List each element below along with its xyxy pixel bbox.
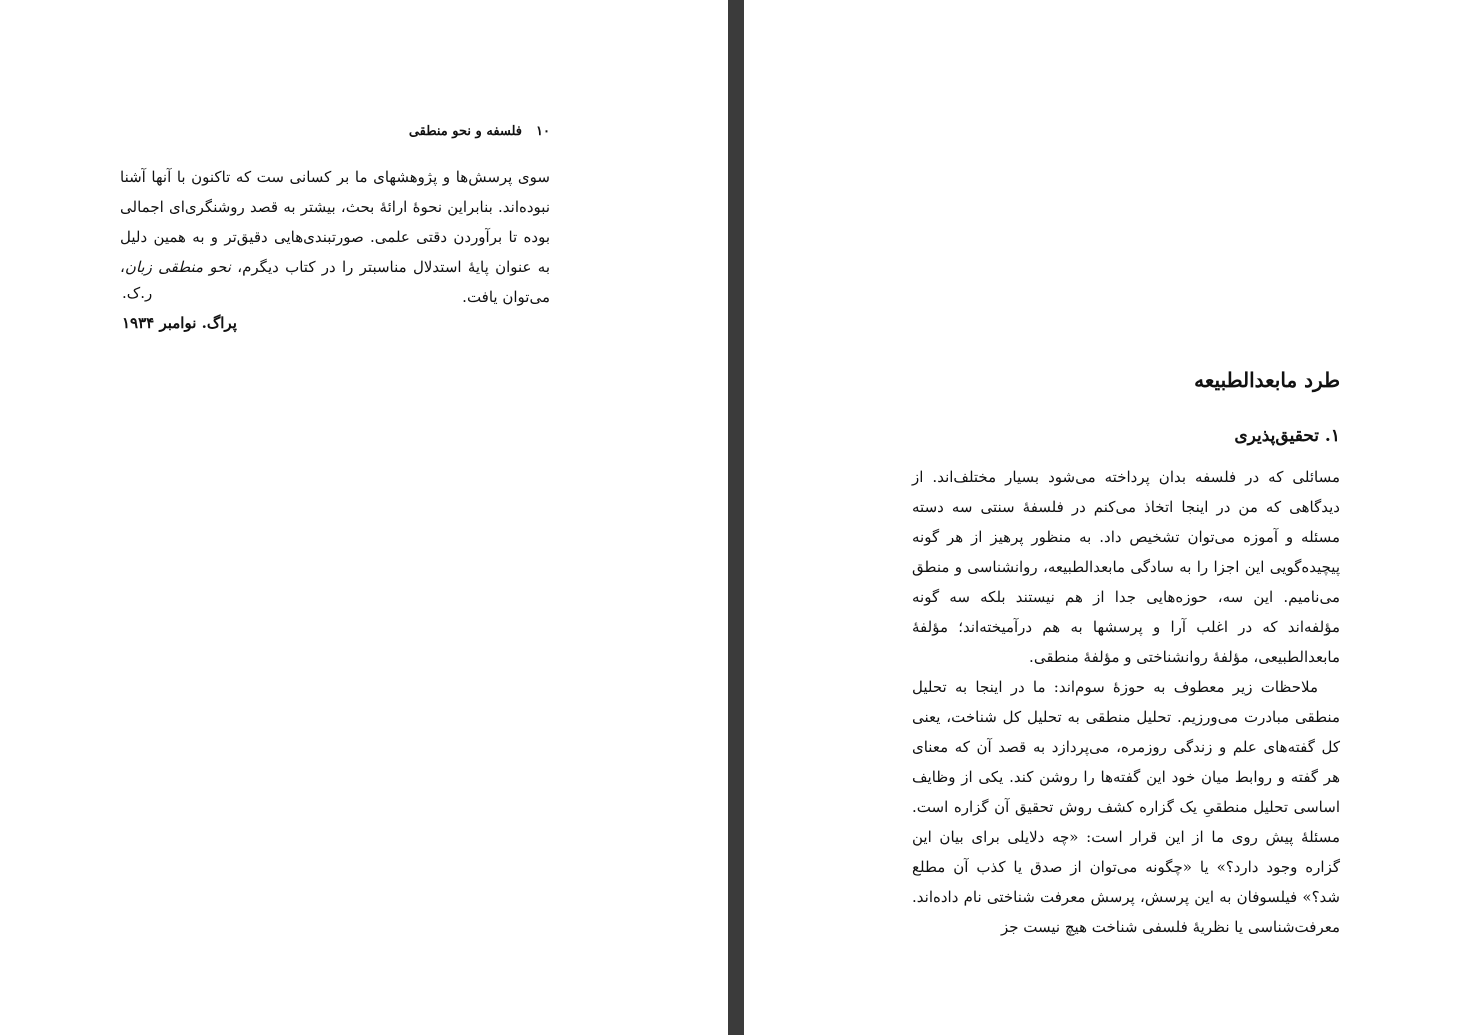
preface-paragraph — [120, 162, 550, 312]
preface-text-after: ، می‌توان یافت. — [120, 258, 550, 306]
book-title-italic: نحو منطقی زبان — [124, 258, 231, 276]
running-head — [120, 124, 550, 139]
running-head-title: فلسفه و نحو منطقی — [408, 124, 523, 139]
chapter-title: طرد مابعدالطبیعه — [1194, 368, 1340, 392]
author-initials: ر.ک. — [122, 284, 153, 302]
page-number: ۱۰ — [536, 124, 550, 139]
preface-text — [120, 162, 550, 312]
body-paragraph-2: ملاحظات زیر معطوف به حوزهٔ سوم‌اند: ما در اینجا به تحلیل منطقی مبادرت می‌ورزیم. تحلیل منطقی به تحلیل کل شناخت، یعنی کل گفته‌های علم و زندگی روزمره، می‌پردازد به قصد آن که معنای هر گفته و روابط میان خود این گفته‌ها را روشن کند. یکی از وظایف اساسی تحلیل منطقیِ یک گزاره کشف روش تحقیق آن گزاره است. مسئلهٔ پیش روی ما از این قرار است: «چه دلایلی برای بیان این گزاره وجود دارد؟» یا «چگونه می‌توان از صدق یا کذب آن مطلع شد؟» فیلسوفان به این پرسش، پرسش معرفت شناختی نام داده‌اند. معرفت‌شناسی یا نظریهٔ فلسفی شناخت هیچ نیست جز — [912, 678, 1340, 936]
body-paragraph-1: مسائلی که در فلسفه بدان پرداخته می‌شود بسیار مختلف‌اند. از دیدگاهی که من در اینجا اتخاذ می‌کنم در فلسفهٔ سنتی سه دسته مسئله و آموزه می‌توان تشخیص داد. به منظور پرهیز از هر گونه پیچیده‌گویی این اجزا را به سادگی مابعدالطبیعه، روانشناسی و منطق می‌نامیم. این سه، حوزه‌هایی جدا از هم نیستند بلکه سه گونه مؤلفه‌اند که در اغلب آرا و پرسشها به هم درآمیخته‌اند؛ مؤلفهٔ مابعدالطبیعی، مؤلفهٔ روانشناختی و مؤلفهٔ منطقی. — [912, 468, 1340, 666]
section-title: ۱. تحقیق‌پذیری — [1234, 426, 1340, 446]
chapter-body — [912, 462, 1340, 942]
preface-text-before: سوی پرسش‌ها و پژوهشهای ما بر کسانی ست که تاکنون با آنها آشنا نبوده‌اند. بنابراین نحوهٔ ارائهٔ بحث، بیشتر به قصد روشنگری‌ای اجمالی بوده تا برآوردن دقتی علمی. صورتبندی‌هایی دقیق‌تر و به همین دلیل به عنوان پایهٔ استدلال مناسبتر را در کتاب دیگرم، — [120, 168, 550, 276]
place-date: پراگ. نوامبر ۱۹۳۴ — [122, 314, 237, 332]
left-page — [0, 0, 728, 1035]
book-gutter — [728, 0, 744, 1035]
